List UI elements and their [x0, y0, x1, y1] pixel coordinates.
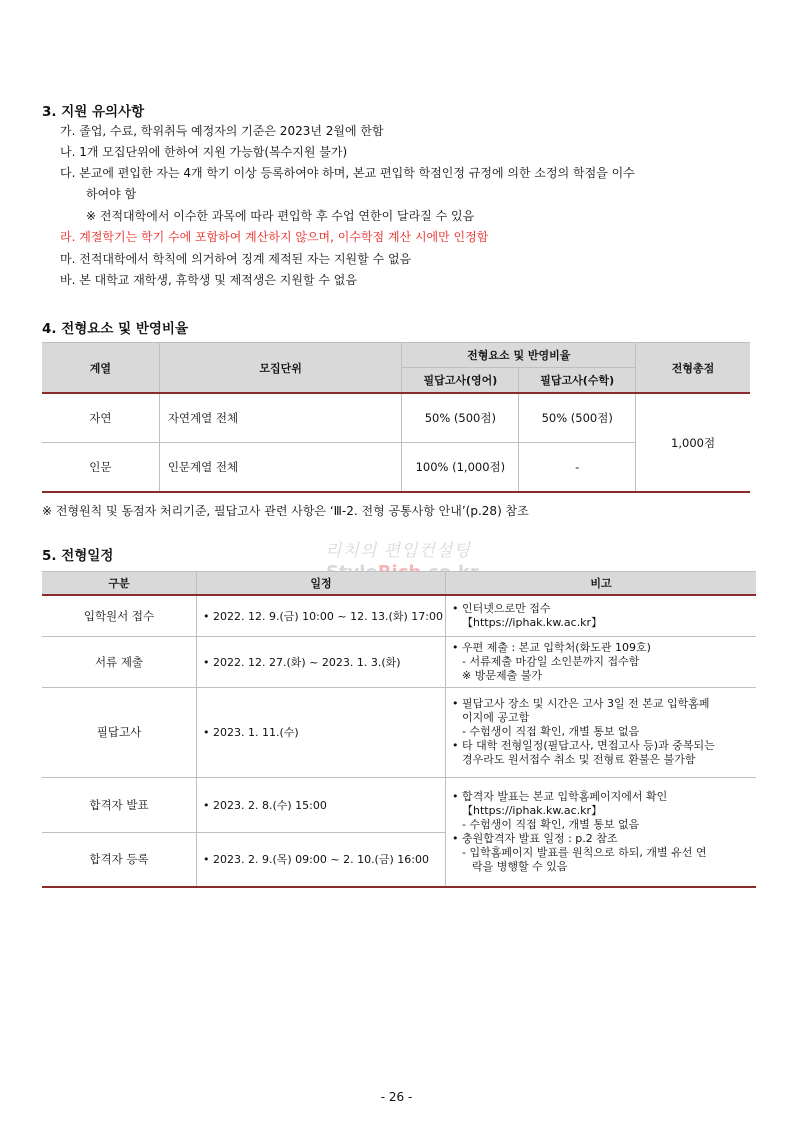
schedule-row-notes: • 필답고사 장소 및 시간은 고사 3일 전 본교 입학홈페 이지에 공고함 - 수험생이 직접 확인, 개별 통보 없음 • 타 대학 전형일정(필답고사, 면접고사 등)과 중복되는 경우라도 원서접수 취소 및 전형료 환불은 불가함: [446, 687, 757, 777]
schedule-row-name: 서류 제출: [42, 636, 197, 687]
schedule-table: [42, 571, 756, 888]
section4-footnote: ※ 전형원칙 및 동점자 처리기준, 필답고사 관련 사항은 ‘Ⅲ-2. 전형 공통사항 안내’(p.28) 참조: [42, 504, 529, 518]
selection-ratio-table: [42, 342, 750, 493]
row-natural-track: 자연: [42, 393, 159, 443]
section3-item-na: 나. 1개 모집단위에 한하여 지원 가능함(복수지원 불가): [60, 145, 348, 159]
header-unit: 모집단위: [159, 343, 402, 394]
schedule-row-name: 필답고사: [42, 687, 197, 777]
section4-title: 4. 전형요소 및 반영비율: [42, 321, 188, 337]
section3-item-ga: 가. 졸업, 수료, 학위취득 예정자의 기준은 2023년 2월에 한함: [60, 124, 384, 138]
header-english: 필답고사(영어): [402, 368, 519, 394]
schedule-row-notes: • 인터넷으로만 접수 【https://iphak.kw.ac.kr】: [446, 595, 757, 636]
header-track: 계열: [42, 343, 159, 394]
section3-item-note: ※ 전적대학에서 이수한 과목에 따라 편입학 후 수업 연한이 달라질 수 있음: [86, 209, 475, 223]
section3-title: 3. 지원 유의사항: [42, 104, 145, 120]
header-category: 구분: [42, 572, 197, 596]
schedule-merged-notes: • 합격자 발표는 본교 입학홈페이지에서 확인 【https://iphak.kw.ac.kr】 - 수험생이 직접 확인, 개별 통보 없음 • 충원합격자 발표 일정 : p.2 참조 - 입학홈페이지 발표를 원칙으로 하되, 개별 유선 연 락을 병행할 수 있음: [446, 777, 757, 887]
watermark-text: 리치의 편입컨설팅: [325, 541, 471, 561]
schedule-row-date: • 2023. 2. 9.(목) 09:00 ~ 2. 10.(금) 16:00: [197, 832, 446, 887]
section3-item-da-cont: 하여야 함: [86, 187, 137, 201]
header-ratio-group: 전형요소 및 반영비율: [402, 343, 636, 368]
schedule-row-date: • 2022. 12. 27.(화) ~ 2023. 1. 3.(화): [197, 636, 446, 687]
page-number: - 26 -: [380, 1090, 413, 1104]
row-humanities-math: -: [519, 443, 636, 493]
schedule-row-notes: • 우편 제출 : 본교 입학처(화도관 109호) - 서류제출 마감일 소인분까지 접수함 ※ 방문제출 불가: [446, 636, 757, 687]
schedule-row-name: 합격자 등록: [42, 832, 197, 887]
schedule-row-name: 합격자 발표: [42, 777, 197, 832]
row-natural-math: 50% (500점): [519, 393, 636, 443]
section5-title: 5. 전형일정: [42, 548, 114, 564]
schedule-row-name: 입학원서 접수: [42, 595, 197, 636]
header-schedule: 일정: [197, 572, 446, 596]
row-humanities-track: 인문: [42, 443, 159, 493]
section3-item-ra: 라. 계절학기는 학기 수에 포함하여 계산하지 않으며, 이수학점 계산 시에만 인정함: [60, 230, 489, 244]
header-remarks: 비고: [446, 572, 757, 596]
schedule-row-date: • 2023. 2. 8.(수) 15:00: [197, 777, 446, 832]
schedule-row-date: • 2023. 1. 11.(수): [197, 687, 446, 777]
row-humanities-english: 100% (1,000점): [402, 443, 519, 493]
row-humanities-unit: 인문계열 전체: [159, 443, 402, 493]
schedule-row-date: • 2022. 12. 9.(금) 10:00 ~ 12. 13.(화) 17:00: [197, 595, 446, 636]
row-natural-english: 50% (500점): [402, 393, 519, 443]
section3-item-ma: 마. 전적대학에서 학칙에 의거하여 징계 제적된 자는 지원할 수 없음: [60, 252, 412, 266]
section3-item-ba: 바. 본 대학교 재학생, 휴학생 및 제적생은 지원할 수 없음: [60, 273, 357, 287]
row-natural-unit: 자연계열 전체: [159, 393, 402, 443]
section3-item-da: 다. 본교에 편입한 자는 4개 학기 이상 등록하여야 하며, 본교 편입학 학점인정 규정에 의한 소정의 학점을 이수: [60, 166, 635, 180]
header-total: 전형총점: [636, 343, 750, 394]
total-score: 1,000점: [636, 393, 750, 492]
header-math: 필답고사(수학): [519, 368, 636, 394]
